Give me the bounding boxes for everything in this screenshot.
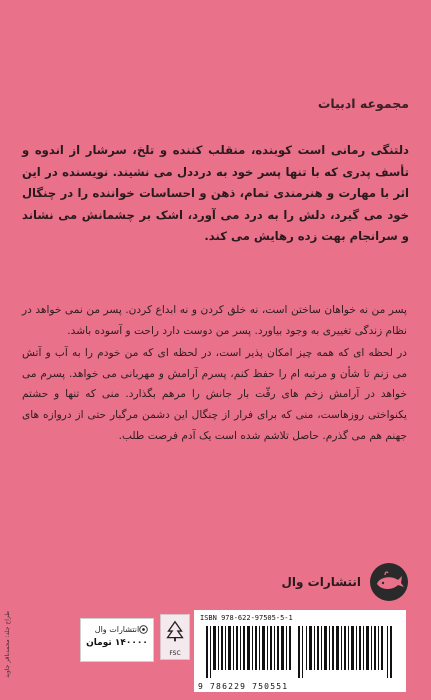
isbn-number: ISBN 978-622-97505-5-1 (200, 614, 293, 622)
series-label: مجموعه ادبیات (317, 96, 409, 111)
fsc-mark (160, 614, 190, 660)
isbn-barcode (194, 610, 406, 692)
quote-paragraph: در لحظه ای که همه چیز امکان پذیر است، در لحظه ای که من خودم را به آب و آتش می زنم تا شأن و مرتبه ام را حفظ کنم، پسرم آرامش و مهربانی می خواهد. پسرم می خواهد در آرامش زخم های رقّت بار جانش را مرهم بگذارد. منی که تنها و حشتم یکنواختی روزهاست، منی که برای فرار از چنگال این دشمن مرگبار حتی از دروازه های جهنم هم می گذرم. حاصل تلاشم شده است یک آدم فرصت طلب. (22, 347, 407, 442)
price-label (80, 618, 154, 662)
price-amount: ۱۴۰۰۰۰ تومان (86, 638, 148, 648)
cover-designer-credit: طراح جلد: محمدباقر جاوید (4, 611, 11, 678)
price-publisher: انتشارات وال (94, 625, 140, 634)
publisher-block (282, 562, 409, 602)
barcode-icon (204, 626, 396, 678)
publisher-mark-icon (139, 625, 148, 634)
fsc-label: FSC (169, 650, 181, 657)
tree-icon (161, 618, 189, 646)
quote-paragraph: پسر من نه خواهان ساختن است، نه خلق کردن و نه ابداع کردن. پسر من نمی خواهد در نظام زندگی تغییری به وجود بیاورد. پسر من دوست دارد راحت و آسوده باشد. (22, 304, 407, 337)
barcode-digits: 9 786229 750551 (198, 682, 289, 691)
synopsis-text: دلتنگی رمانی است کوبنده، منقلب کننده و تلخ، سرشار از اندوه و تأسف پدری که با تنها پسر خود به درددل می نشیند. نویسنده در این اثر با مهارت و هنرمندی تمام، ذهن و احساسات خواننده را در چنگال خود می گیرد، دلش را به درد می آورد، اشک بر چشمانش می نشاند و سرانجام بهت زده رهایش می کند. (22, 143, 409, 243)
whale-logo-icon (369, 562, 409, 602)
quote-excerpt (22, 300, 407, 446)
publisher-name: انتشارات وال (281, 575, 361, 589)
